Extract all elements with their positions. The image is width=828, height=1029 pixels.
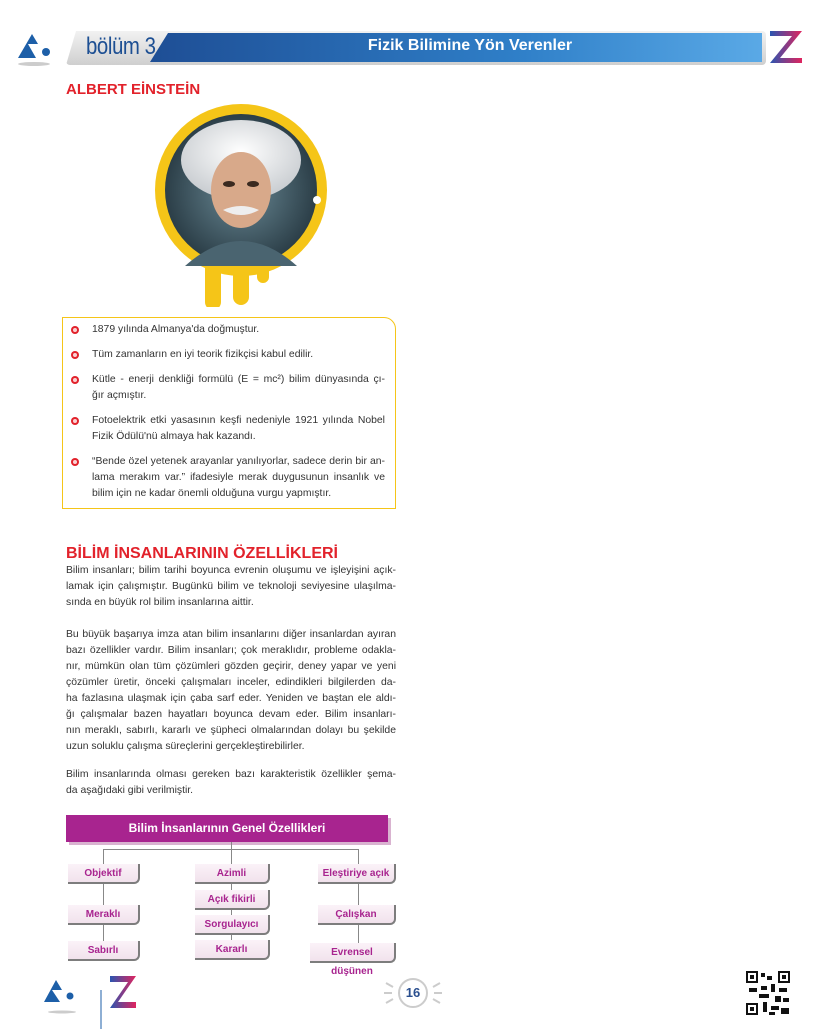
fact-item	[71, 413, 385, 445]
connector-line	[231, 842, 232, 864]
paragraph-line: da aşağıdaki gibi verilmiştir.	[66, 785, 194, 796]
diagram-box-kararli: Kararlı	[195, 940, 270, 960]
bullet-icon	[71, 326, 79, 334]
paragraph-1	[66, 563, 396, 611]
chapter-label: bölüm 3	[86, 33, 156, 60]
fact-text	[92, 347, 385, 363]
publisher-logo-icon	[14, 30, 62, 68]
paragraph-line: Bu büyük başarıya imza atan bilim insanlarını diğer insanlardan ayıran	[66, 629, 396, 640]
footer-logos-icon	[40, 972, 152, 1029]
fact-item	[71, 347, 385, 363]
paragraph-line: lamak için çalışmıştır. Bugünkü bilim ve teknoloji seviyesine ulaşılma-	[66, 581, 396, 592]
fact-line: Tüm zamanların en iyi teorik fizikçisi kabul edilir.	[92, 349, 314, 360]
paragraph-line: çözümler üretir, önceki çalışmaları inceler, edindikleri bilgilerden da-	[66, 677, 396, 688]
paragraph-line: bazı özellikler vardır. Bilim insanları; çok meraklıdır, probleme odakla-	[66, 645, 396, 656]
fact-text	[92, 322, 385, 338]
einstein-portrait	[145, 92, 340, 307]
fact-line: Kütle - enerji denkliği formülü (E = mc²) bilim dünyasında çı-	[92, 374, 385, 385]
paragraph-line: nır, mümkün olan tüm çözümleri gözden geçirir, deney yapar ve yeni	[66, 661, 396, 672]
bullet-icon	[71, 458, 79, 466]
qr-code-icon[interactable]	[745, 970, 791, 1016]
paragraph-line: nın meraklı, sabırlı, kararlı ve şüpheci olmalarından dolayı bu şekilde	[66, 725, 396, 736]
fact-line: bilim için ne kadar önemli olduğuna vurgu yapmıştır.	[92, 488, 332, 499]
bullet-icon	[71, 417, 79, 425]
facts-box	[62, 317, 396, 509]
page-title: Fizik Bilimine Yön Verenler	[367, 37, 573, 54]
bullet-icon	[71, 351, 79, 359]
fact-text	[92, 454, 385, 502]
fact-item	[71, 454, 385, 502]
fact-line: 1879 yılında Almanya'da doğmuştur.	[92, 324, 260, 335]
z-logo-icon	[766, 28, 806, 66]
fact-text	[92, 372, 385, 404]
fact-line: Fotoelektrik etki yasasının keşfi nedeniyle 1921 yılında Nobel	[92, 415, 385, 426]
paragraph-line: Bilim insanlarında olması gereken bazı karakteristik özellikler şema-	[66, 769, 396, 780]
scientist-name: ALBERT EİNSTEİN	[66, 81, 201, 98]
diagram-box-acik-fikirli: Açık fikirli	[195, 890, 270, 910]
diagram-box-sabirli: Sabırlı	[68, 941, 140, 961]
diagram-box-azimli: Azimli	[195, 864, 270, 884]
diagram-box-evrensel-dusunen: Evrensel düşünen	[310, 943, 396, 963]
fact-line: lama merakım var.” ifadesiyle merak duygusunun insanlık ve	[92, 472, 385, 483]
fact-item	[71, 372, 385, 404]
fact-line: Fizik Ödülü'nü almaya hak kazandı.	[92, 431, 256, 442]
diagram-box-caliskan: Çalışkan	[318, 905, 396, 925]
diagram-box-sorgulayici: Sorgulayıcı	[195, 915, 270, 935]
fact-text	[92, 413, 385, 445]
diagram-box-merakli: Meraklı	[68, 905, 140, 925]
section-title: BİLİM İNSANLARININ ÖZELLİKLERİ	[66, 545, 338, 562]
paragraph-line: ğı çalışmalar bazen hayatları boyunca devam eder. Bilim insanları-	[66, 709, 396, 720]
diagram-box-elestiriye-acik: Eleştiriye açık	[318, 864, 396, 884]
fact-line: ğır açmıştır.	[92, 390, 147, 401]
diagram-box-objektif: Objektif	[68, 864, 140, 884]
page-number: 16	[398, 978, 428, 1008]
paragraph-3	[66, 767, 396, 799]
paragraph-2	[66, 627, 396, 755]
connector-line	[103, 849, 104, 864]
fact-line: “Bende özel yetenek arayanlar yanılıyorlar, sadece derin bir an-	[92, 456, 385, 467]
diagram-title: Bilim İnsanlarının Genel Özellikleri	[66, 815, 388, 842]
paragraph-line: ha fazlasına ulaşmak için çaba sarf eder. Yeniden ve baştan ele aldı-	[66, 693, 396, 704]
connector-line	[358, 849, 359, 864]
paragraph-line: sında en büyük rol bilim insanlarına aittir.	[66, 597, 254, 608]
paragraph-line: Bilim insanları; bilim tarihi boyunca evrenin oluşumu ve işleyişini açık-	[66, 565, 396, 576]
paragraph-line: uzun soluklu çalışma süreçlerini gerçekleştirebilirler.	[66, 741, 305, 752]
fact-item	[71, 322, 385, 338]
bullet-icon	[71, 376, 79, 384]
